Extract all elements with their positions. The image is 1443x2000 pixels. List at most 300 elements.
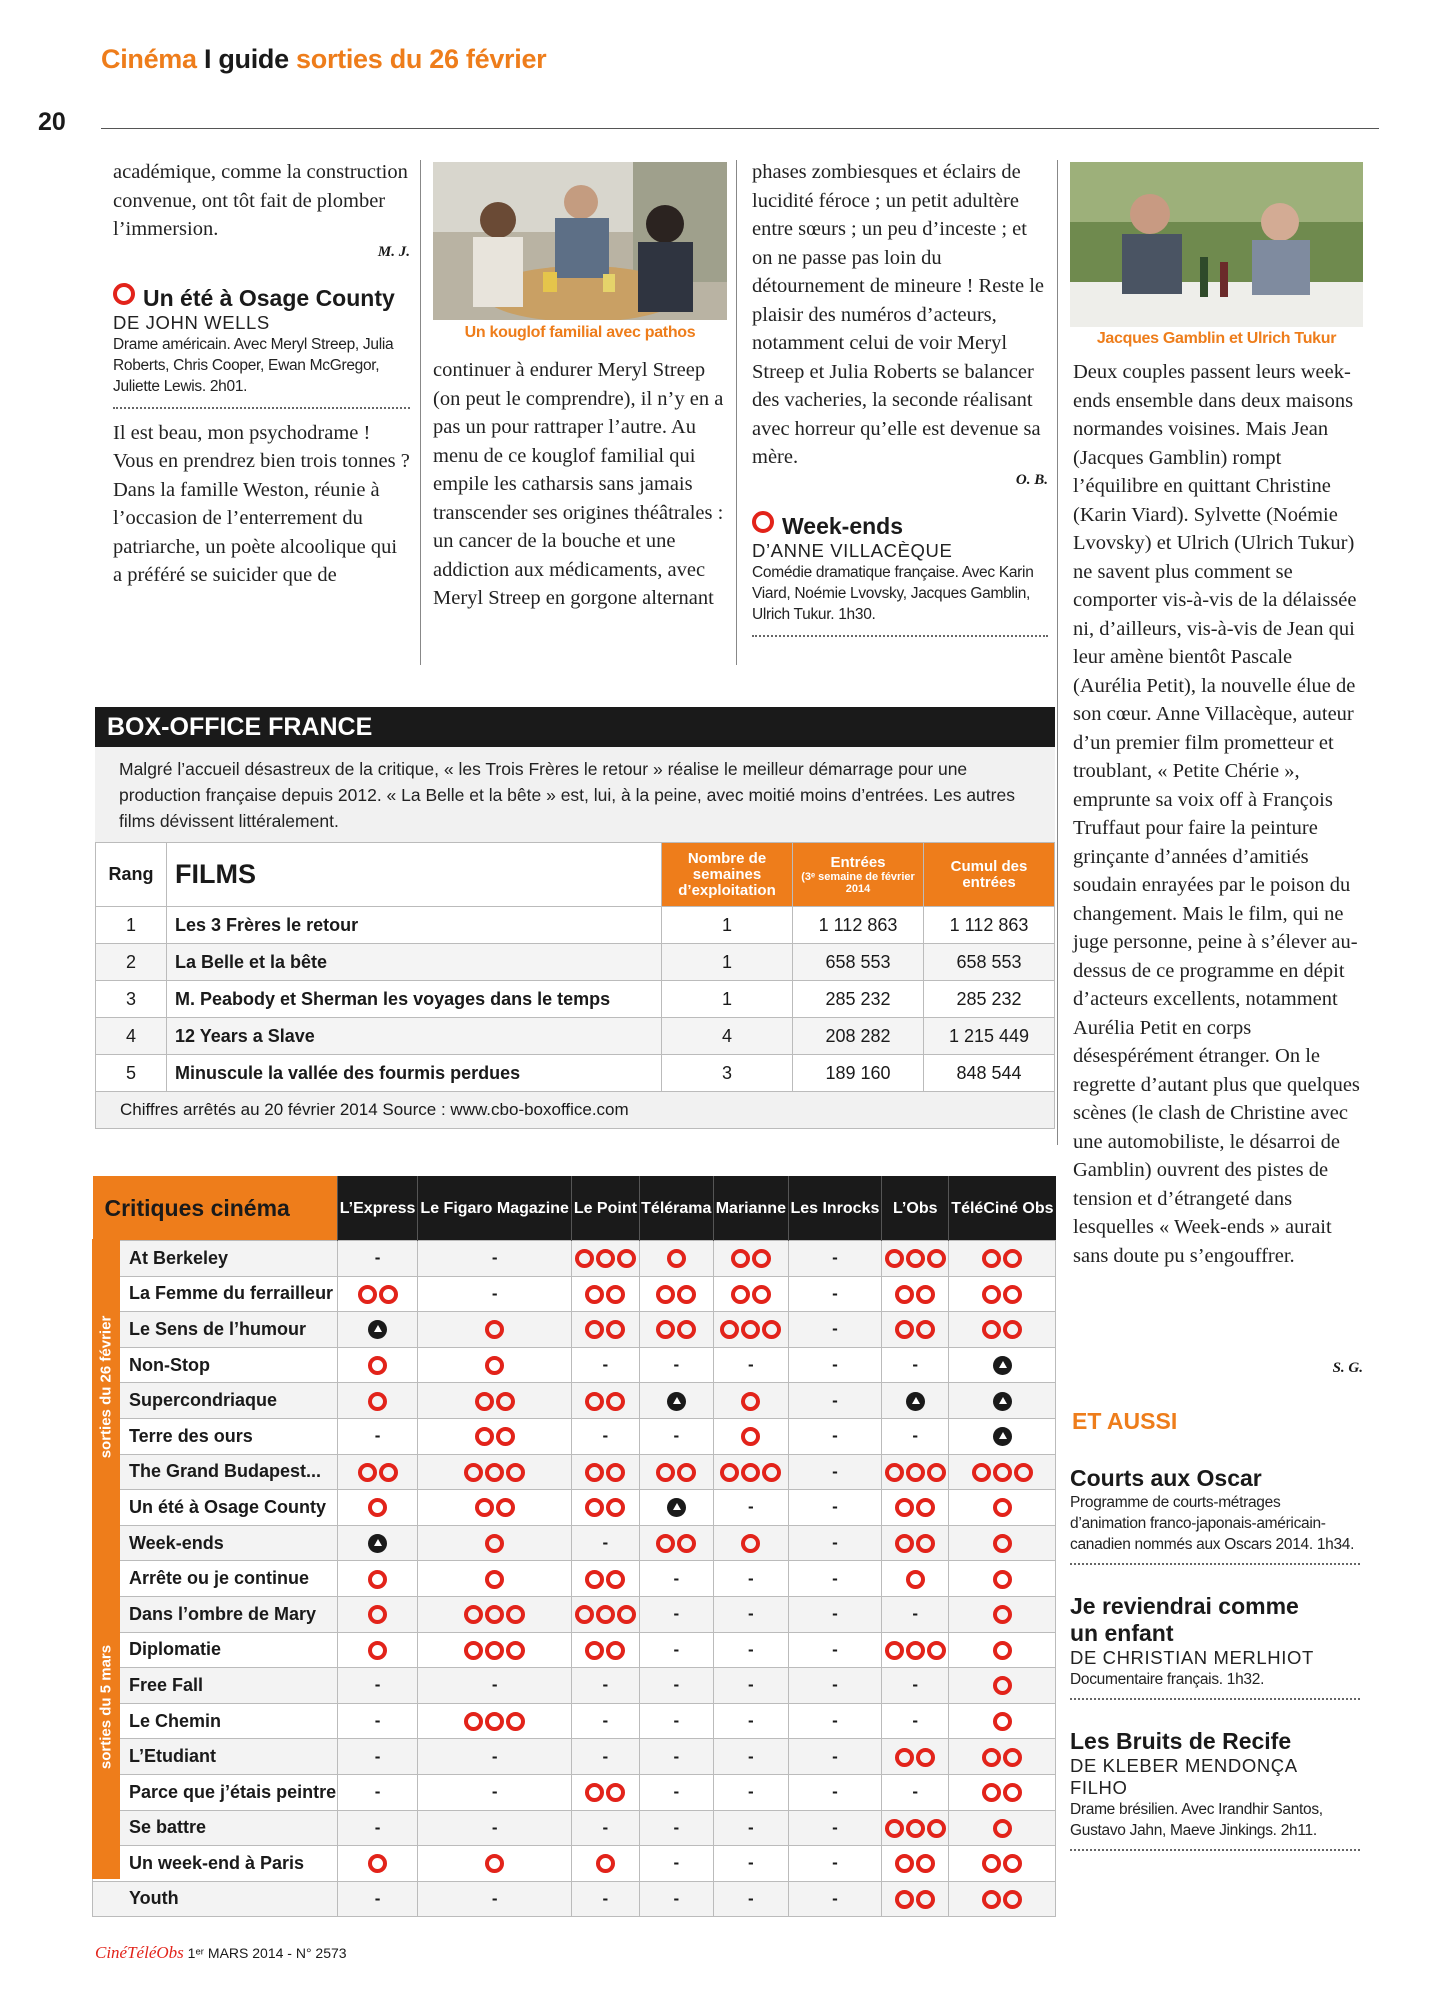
rating-2-rings [572,1383,639,1419]
red-ring-icon [485,1570,504,1589]
critique-row [93,1454,1056,1490]
rating-none: - [572,1347,639,1383]
critiques-title: Critiques cinéma [93,1176,338,1241]
red-ring-icon [667,1249,686,1268]
rating-2-rings [949,1312,1056,1348]
red-ring-icon [741,1427,760,1446]
critique-row [93,1418,1056,1454]
rating-1-rings [714,1418,789,1454]
red-ring-icon [906,1641,925,1660]
rating-none: - [882,1347,949,1383]
rating-none: - [714,1632,789,1668]
red-ring-icon [982,1320,1001,1339]
critique-film: Terre des ours [93,1418,338,1454]
rating-2-rings [639,1454,714,1490]
red-ring-icon [993,1605,1012,1624]
red-ring-icon [720,1463,739,1482]
rating-none: - [788,1383,882,1419]
col1-lead: académique, comme la construction convenue, ont tôt fait de plomber l’immersion. [113,161,408,240]
et-aussi-list [1070,1465,1360,1851]
red-ring-icon [496,1498,515,1517]
rating-1-rings [338,1383,418,1419]
red-ring-icon [464,1712,483,1731]
col-semaines: Nombre de semaines d’exploitation [662,843,793,907]
critique-film: Se battre [93,1810,338,1846]
photo-caption-weekends: Jacques Gamblin et Ulrich Tukur [1096,330,1337,347]
rating-none: - [788,1881,882,1917]
rating-none: - [639,1881,714,1917]
rating-2-rings [882,1312,949,1348]
red-ring-icon [606,1641,625,1660]
box-office-entrees: 1 112 863 [793,907,924,944]
rating-3-rings [572,1596,639,1632]
rating-dislike [639,1490,714,1526]
meta-weekends: Comédie dramatique française. Avec Karin Viard, Noémie Lvovsky, Jacques Gamblin, Ulrich Tukur. 1h30. [752,562,1048,637]
red-ring-icon [916,1854,935,1873]
col1-lead-signature: M. J. [377,243,410,260]
rating-none: - [714,1739,789,1775]
rating-1-rings [949,1596,1056,1632]
rating-1-rings [418,1525,572,1561]
rating-none: - [788,1739,882,1775]
rating-none: - [788,1596,882,1632]
red-ring-icon [585,1570,604,1589]
ea-meta-2: Documentaire français. 1h32. [1070,1669,1360,1700]
rating-3-rings [882,1632,949,1668]
critiques-table [92,1176,1056,1917]
red-ring-icon [720,1320,739,1339]
rating-2-rings [882,1846,949,1882]
red-ring-icon [475,1427,494,1446]
rating-3-rings [949,1454,1056,1490]
box-office-row [96,907,1055,944]
box-office-intro: Malgré l’accueil désastreux de la critique, « les Trois Frères le retour » réalise le meilleur démarrage pour une production française depuis 2012. « La Belle et la bête » est, lui, à la peine, avec moitié moins d’entrées. Les autres films dévissent littéralement. [95,747,1055,842]
red-ring-icon [379,1463,398,1482]
rating-none: - [572,1525,639,1561]
rating-none: - [338,1703,418,1739]
critique-film: Un week-end à Paris [93,1846,338,1882]
red-ring-icon [993,1712,1012,1731]
red-ring-icon [927,1641,946,1660]
rating-3-rings [572,1241,639,1277]
red-ring-icon [585,1641,604,1660]
rating-1-rings [949,1561,1056,1597]
red-ring-icon [993,1463,1012,1482]
column-3 [752,158,1048,637]
rating-none: - [639,1347,714,1383]
rating-3-rings [714,1312,789,1348]
rating-2-rings [418,1418,572,1454]
critique-row [93,1703,1056,1739]
rating-2-rings [338,1276,418,1312]
column-rule [1057,160,1058,1145]
rating-none: - [714,1774,789,1810]
critique-row [93,1561,1056,1597]
critique-row [93,1241,1056,1277]
rating-none: - [788,1347,882,1383]
red-ring-icon [972,1463,991,1482]
rating-2-rings [882,1276,949,1312]
rating-none: - [418,1774,572,1810]
critique-row [93,1810,1056,1846]
red-ring-icon [496,1427,515,1446]
rating-2-rings [949,1881,1056,1917]
critique-row [93,1596,1056,1632]
rating-none: - [788,1632,882,1668]
red-ring-icon [464,1463,483,1482]
rating-none: - [572,1881,639,1917]
critique-row [93,1490,1056,1526]
red-ring-icon [993,1498,1012,1517]
critic-column: TéléCiné Obs [949,1176,1056,1241]
rating-none: - [788,1312,882,1348]
column-rule [736,160,737,665]
rating-none: - [338,1739,418,1775]
rating-3-rings [418,1703,572,1739]
rating-2-rings [572,1276,639,1312]
ea-meta-3: Drame brésilien. Avec Irandhir Santos, Gustavo Jahn, Maeve Jinkings. 2h11. [1070,1799,1360,1851]
critic-column: Le Figaro Magazine [418,1176,572,1241]
rating-1-rings [338,1596,418,1632]
red-ring-icon [368,1605,387,1624]
rating-none: - [572,1668,639,1704]
col4-signature: S. G. [1332,1360,1363,1376]
box-office-film: 12 Years a Slave [167,1018,662,1055]
rating-none: - [788,1561,882,1597]
critic-column: Marianne [714,1176,789,1241]
box-office-film: Minuscule la vallée des fourmis perdues [167,1055,662,1092]
critique-film: Youth [93,1881,338,1917]
red-ring-icon [596,1854,615,1873]
rating-none: - [714,1703,789,1739]
red-ring-icon [895,1854,914,1873]
ea-director-2: DE CHRISTIAN MERLHIOT [1070,1647,1314,1668]
red-ring-icon [585,1285,604,1304]
rating-none: - [882,1703,949,1739]
rating-2-rings [949,1774,1056,1810]
red-ring-icon [927,1249,946,1268]
red-ring-icon [982,1285,1001,1304]
rating-2-rings [714,1276,789,1312]
critiques-panel [92,1176,1056,1917]
ea-title-2: Je reviendrai comme un enfant [1070,1593,1299,1646]
box-office-film: La Belle et la bête [167,944,662,981]
photo-caption-osage: Un kouglof familial avec pathos [464,324,696,341]
critic-column: Télérama [639,1176,714,1241]
rating-2-rings [949,1846,1056,1882]
rating-dislike [949,1383,1056,1419]
red-ring-icon [752,1285,771,1304]
rating-2-rings [949,1241,1056,1277]
rating-none: - [639,1846,714,1882]
red-ring-icon [982,1748,1001,1767]
rating-1-rings [949,1668,1056,1704]
rating-none: - [418,1241,572,1277]
red-ring-icon [993,1534,1012,1553]
rating-1-rings [338,1347,418,1383]
box-office-cumul: 285 232 [924,981,1055,1018]
critic-column: L’Express [338,1176,418,1241]
ea-title-3: Les Bruits de Recife [1070,1728,1292,1754]
film-title-weekends: Week-ends [752,511,1048,540]
red-ring-icon [895,1748,914,1767]
col-rang: Rang [96,843,167,907]
red-ring-icon [464,1605,483,1624]
critique-row [93,1774,1056,1810]
box-office-panel [95,707,1055,1129]
box-office-table [95,842,1055,1092]
red-ring-icon [1003,1285,1022,1304]
rating-2-rings [572,1312,639,1348]
rating-none: - [639,1632,714,1668]
critique-row [93,1347,1056,1383]
red-ring-icon [606,1570,625,1589]
ea-title-1: Courts aux Oscar [1070,1465,1262,1491]
red-ring-icon [617,1605,636,1624]
red-ring-icon [585,1783,604,1802]
film-title-osage: Un été à Osage County [113,283,410,312]
rating-none: - [639,1739,714,1775]
red-ring-icon [506,1605,525,1624]
red-ring-icon [575,1249,594,1268]
critique-row [93,1668,1056,1704]
rating-1-rings [949,1632,1056,1668]
red-ring-icon [993,1570,1012,1589]
red-ring-icon [741,1463,760,1482]
critique-row [93,1739,1056,1775]
rating-none: - [788,1810,882,1846]
red-ring-icon [368,1641,387,1660]
rating-none: - [882,1418,949,1454]
red-ring-icon [585,1498,604,1517]
rating-none: - [882,1668,949,1704]
group-label-26-fevrier: sorties du 26 février [92,1239,120,1535]
red-ring-icon [741,1320,760,1339]
red-ring-icon [895,1320,914,1339]
critique-film: The Grand Budapest... [93,1454,338,1490]
red-ring-icon [906,1819,925,1838]
rating-ring-icon [752,511,774,533]
rating-2-rings [882,1739,949,1775]
rating-none: - [639,1668,714,1704]
rating-none: - [788,1490,882,1526]
red-ring-icon [895,1285,914,1304]
rating-2-rings [572,1561,639,1597]
red-ring-icon [656,1534,675,1553]
box-office-rang: 1 [96,907,167,944]
col-cumul: Cumul des entrées [924,843,1055,907]
footer-logo: CinéTéléObs [95,1943,184,1962]
rating-1-rings [338,1490,418,1526]
col2-body: continuer à endurer Meryl Streep (on peut le comprendre), il n’y en a pas un pour rattraper l’autre. Au menu de ce kouglof familial qui empile les catharsis sans jamais transcender ses origines théâtrales : un cancer de la bouche et une addiction aux médicaments, avec Meryl Streep en gorgone alternant [433,359,724,609]
red-ring-icon [1003,1748,1022,1767]
rating-1-rings [418,1347,572,1383]
box-office-row [96,1018,1055,1055]
rating-2-rings [639,1525,714,1561]
red-ring-icon [895,1534,914,1553]
box-office-semaines: 4 [662,1018,793,1055]
red-ring-icon [617,1249,636,1268]
black-dot-icon [906,1392,925,1411]
box-office-semaines: 1 [662,944,793,981]
rating-none: - [639,1774,714,1810]
red-ring-icon [1003,1249,1022,1268]
rating-2-rings [882,1525,949,1561]
critique-film: Non-Stop [93,1347,338,1383]
red-ring-icon [1014,1463,1033,1482]
red-ring-icon [916,1498,935,1517]
red-ring-icon [475,1498,494,1517]
rating-1-rings [639,1241,714,1277]
red-ring-icon [993,1819,1012,1838]
rating-2-rings [572,1632,639,1668]
red-ring-icon [506,1463,525,1482]
col-films: FILMS [167,843,662,907]
rating-1-rings [949,1490,1056,1526]
black-dot-icon [993,1356,1012,1375]
red-ring-icon [927,1819,946,1838]
red-ring-icon [916,1890,935,1909]
red-ring-icon [762,1463,781,1482]
rating-none: - [788,1454,882,1490]
rating-1-rings [949,1810,1056,1846]
box-office-row [96,981,1055,1018]
rating-none: - [788,1525,882,1561]
critique-film: Supercondriaque [93,1383,338,1419]
rating-2-rings [949,1739,1056,1775]
rating-none: - [418,1276,572,1312]
rating-none: - [882,1774,949,1810]
box-office-row [96,944,1055,981]
rating-none: - [418,1739,572,1775]
red-ring-icon [982,1890,1001,1909]
rating-dislike [338,1312,418,1348]
red-ring-icon [677,1534,696,1553]
rating-none: - [788,1418,882,1454]
rating-3-rings [882,1810,949,1846]
red-ring-icon [906,1570,925,1589]
rating-2-rings [338,1454,418,1490]
red-ring-icon [368,1392,387,1411]
et-aussi-heading: ET AUSSI [1072,1408,1178,1434]
rating-3-rings [418,1454,572,1490]
footer-issue: 1ᵉʳ MARS 2014 - N° 2573 [187,1945,347,1961]
rating-none: - [714,1347,789,1383]
red-ring-icon [762,1320,781,1339]
critique-row [93,1632,1056,1668]
box-office-rang: 2 [96,944,167,981]
red-ring-icon [485,1534,504,1553]
photo-osage-family [433,162,727,320]
red-ring-icon [906,1249,925,1268]
red-ring-icon [506,1712,525,1731]
critique-film: Le Chemin [93,1703,338,1739]
rating-none: - [572,1810,639,1846]
red-ring-icon [885,1249,904,1268]
red-ring-icon [606,1392,625,1411]
red-ring-icon [606,1285,625,1304]
rating-2-rings [572,1490,639,1526]
critique-film: Dans l’ombre de Mary [93,1596,338,1632]
red-ring-icon [606,1463,625,1482]
red-ring-icon [741,1534,760,1553]
rating-none: - [418,1881,572,1917]
header-guide: guide [218,44,289,74]
black-dot-icon [368,1320,387,1339]
rating-1-rings [418,1846,572,1882]
box-office-rang: 5 [96,1055,167,1092]
red-ring-icon [585,1392,604,1411]
rating-1-rings [338,1846,418,1882]
box-office-film: M. Peabody et Sherman les voyages dans le temps [167,981,662,1018]
red-ring-icon [358,1463,377,1482]
rating-none: - [714,1668,789,1704]
red-ring-icon [368,1498,387,1517]
rating-none: - [714,1561,789,1597]
col3-body: phases zombiesques et éclairs de lucidité féroce ; un petit adultère entre sœurs ; un peu d’inceste ; et on ne passe pas loin du détournement de mineure ! Reste le plaisir des numéros d’acteurs, notamment celui de voir Meryl Streep et Julia Roberts se balancer des vacheries, la seconde réalisant avec horreur qu’elle est devenue sa mère. [752,161,1045,468]
red-ring-icon [368,1570,387,1589]
critique-film: Diplomatie [93,1632,338,1668]
section-header [101,44,546,75]
black-dot-icon [993,1427,1012,1446]
red-ring-icon [895,1498,914,1517]
rating-none: - [882,1596,949,1632]
red-ring-icon [752,1249,771,1268]
col-entrees: Entrées (3ᵉ semaine de février 2014 [793,843,924,907]
rating-2-rings [639,1276,714,1312]
header-sorties: sorties du 26 février [296,44,547,74]
red-ring-icon [916,1320,935,1339]
red-ring-icon [906,1463,925,1482]
rating-none: - [639,1418,714,1454]
rating-none: - [639,1810,714,1846]
red-ring-icon [895,1890,914,1909]
rating-3-rings [714,1454,789,1490]
critique-film: Week-ends [93,1525,338,1561]
rating-none: - [338,1810,418,1846]
rating-none: - [714,1846,789,1882]
rating-none: - [572,1418,639,1454]
box-office-entrees: 285 232 [793,981,924,1018]
box-office-title: BOX-OFFICE FRANCE [95,707,1055,747]
rating-2-rings [882,1490,949,1526]
header-separator: I [203,44,212,74]
red-ring-icon [731,1249,750,1268]
rating-2-rings [572,1454,639,1490]
red-ring-icon [677,1463,696,1482]
red-ring-icon [677,1320,696,1339]
red-ring-icon [982,1854,1001,1873]
critique-film: Le Sens de l’humour [93,1312,338,1348]
red-ring-icon [585,1463,604,1482]
rating-none: - [418,1668,572,1704]
rating-2-rings [949,1276,1056,1312]
rating-2-rings [639,1312,714,1348]
red-ring-icon [485,1320,504,1339]
rating-ring-icon [113,283,135,305]
column-rule [420,160,421,665]
red-ring-icon [606,1783,625,1802]
rating-3-rings [882,1454,949,1490]
red-ring-icon [485,1605,504,1624]
rating-1-rings [714,1525,789,1561]
box-office-film: Les 3 Frères le retour [167,907,662,944]
red-ring-icon [485,1356,504,1375]
box-office-source: Chiffres arrêtés au 20 février 2014 Source : www.cbo-boxoffice.com [95,1092,1055,1129]
red-ring-icon [475,1392,494,1411]
rating-none: - [338,1881,418,1917]
red-ring-icon [1003,1854,1022,1873]
